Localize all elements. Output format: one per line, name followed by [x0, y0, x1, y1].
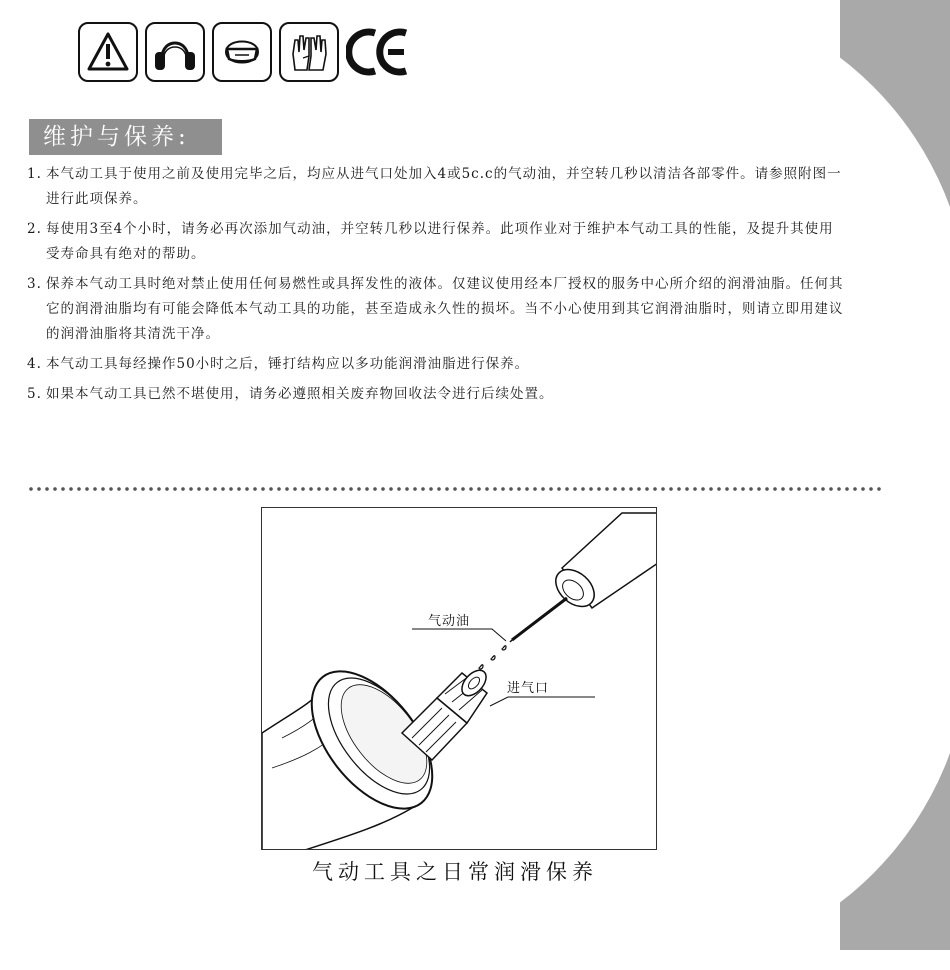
item-number: 5. [27, 386, 42, 402]
maintenance-list [27, 162, 847, 412]
oil-drops [479, 646, 506, 669]
illustration-drawing [262, 508, 657, 850]
list-item [27, 382, 847, 407]
list-item [27, 352, 847, 377]
gloves-icon [279, 22, 339, 82]
oil-bottle [510, 513, 657, 642]
warning-icon [78, 22, 138, 82]
section-title: 维护与保养: [29, 119, 222, 155]
ear-protection-icon [145, 22, 205, 82]
dotted-divider [27, 486, 882, 492]
safety-icons [78, 22, 412, 82]
item-number: 1. [27, 166, 42, 182]
item-text: 保养本气动工具时绝对禁止使用任何易燃性或具挥发性的液体。仅建议使用经本厂授权的服务中心所介绍的润滑油脂。任何其它的润滑油脂均有可能会降低本气动工具的功能，甚至造成永久性的损坏。当不小心使用到其它润滑油脂时，则请立即用建议的润滑油脂将其清洗干净。 [46, 276, 844, 342]
air-inlet-label: 进气口 [507, 681, 550, 696]
item-text: 如果本气动工具已然不堪使用，请务必遵照相关废弃物回收法令进行后续处置。 [46, 386, 554, 402]
air-tool [262, 650, 491, 850]
list-item [27, 217, 847, 267]
figure-caption: 气动工具之日常润滑保养 [312, 860, 598, 884]
item-text: 本气动工具每经操作50小时之后，锤打结构应以多功能润滑油脂进行保养。 [46, 356, 530, 372]
item-text: 本气动工具于使用之前及使用完毕之后，均应从进气口处加入4或5c.c的气动油，并空转几秒以清洁各部零件。请参照附图一进行此项保养。 [46, 166, 842, 207]
list-item [27, 272, 847, 347]
list-item [27, 162, 847, 212]
safety-goggles-icon [212, 22, 272, 82]
item-number: 4. [27, 356, 42, 372]
item-text: 每使用3至4个小时，请务必再次添加气动油，并空转几秒以进行保养。此项作业对于维护本气动工具的性能，及提升其使用受寿命具有绝对的帮助。 [46, 221, 834, 262]
lubrication-illustration [261, 507, 657, 850]
oil-label: 气动油 [428, 614, 471, 629]
ce-mark-icon [346, 22, 412, 82]
item-number: 2. [27, 221, 42, 237]
item-number: 3. [27, 276, 42, 292]
